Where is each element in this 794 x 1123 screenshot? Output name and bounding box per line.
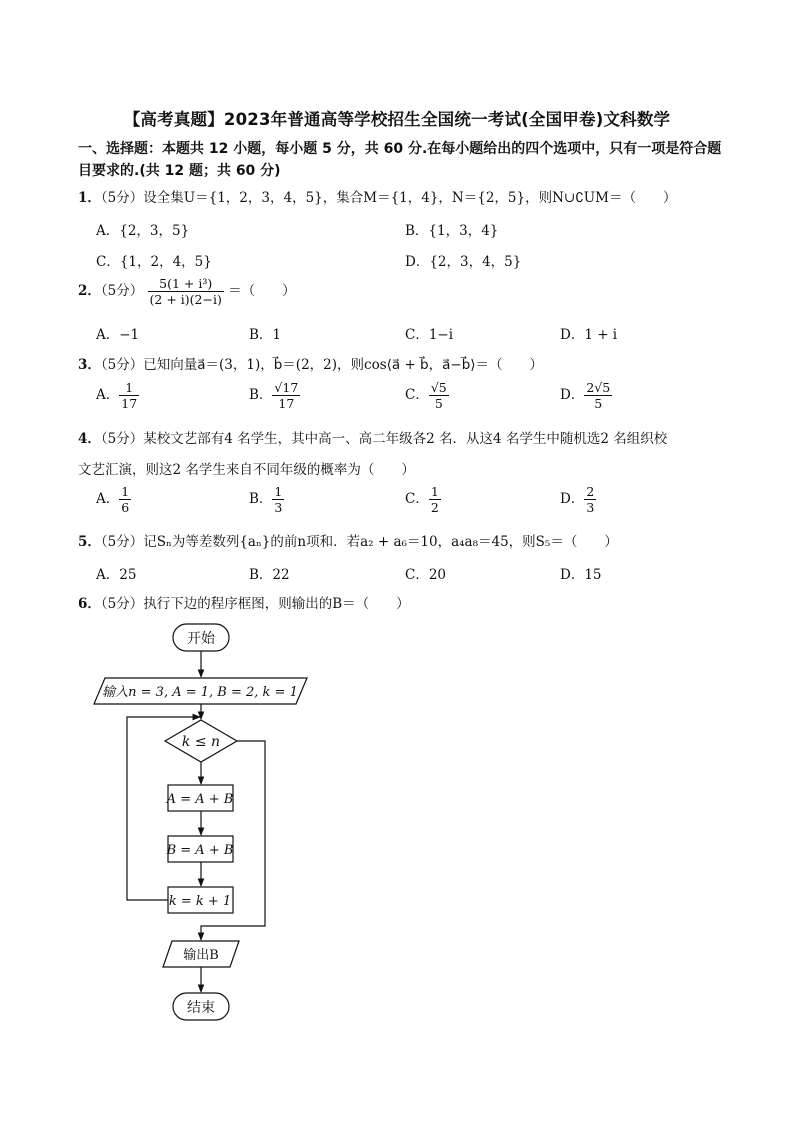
- option-label: C．: [405, 491, 429, 507]
- option-b: B．{1，3，4}: [405, 223, 499, 239]
- fraction-denominator: 17: [278, 396, 295, 411]
- fraction-numerator: 1: [121, 484, 130, 499]
- option-label: B．: [249, 387, 273, 403]
- fraction-denominator: 6: [121, 500, 130, 515]
- option-a: A．−1: [96, 327, 140, 343]
- fraction-denominator: 5: [434, 396, 443, 411]
- flowchart-start-label: 开始: [187, 631, 215, 647]
- option-b: B．22: [249, 567, 290, 583]
- question-stem: （5分）执行下边的程序框图，则输出的B＝（ ）: [100, 596, 410, 612]
- fraction-numerator: 1: [119, 380, 139, 396]
- option-c: C．20: [405, 567, 447, 583]
- option-label: A．: [96, 387, 120, 403]
- option-c: C．1−i: [405, 327, 454, 343]
- exam-title: 【高考真题】2023年普通高等学校招生全国统一考试(全国甲卷)文科数学: [123, 110, 671, 129]
- option-b: B．1: [249, 327, 282, 343]
- fraction-numerator: 1: [430, 484, 439, 499]
- question-stem-suffix: ＝（ ）: [228, 283, 296, 299]
- fraction-numerator: √17: [274, 380, 299, 395]
- question-stem: （5分）设全集U＝{1，2，3，4，5}，集合M＝{1，4}，N＝{2，5}，则N∪∁UM＝（ ）: [100, 190, 677, 206]
- flowchart-step-a-label: A = A + B: [166, 792, 234, 807]
- fraction-numerator: √5: [430, 380, 447, 395]
- option-a: A．25: [96, 567, 137, 583]
- question-number: 6．: [78, 596, 101, 612]
- question-number: 1．: [78, 190, 101, 206]
- flowchart-step-k-label: k = k + 1: [168, 894, 232, 909]
- option-d: D．15: [560, 567, 602, 583]
- fraction-denominator: 3: [274, 500, 283, 515]
- flowchart-input-label: 输入n = 3, A = 1, B = 2, k = 1: [102, 685, 298, 700]
- question-number: 4．: [78, 431, 101, 447]
- fraction-numerator: 2: [586, 484, 595, 499]
- question-stem: （5分）记Sₙ为等差数列{aₙ}的前n项和．若a₂ + a₆＝10，a₄a₈＝45，则S₅＝（ ）: [100, 534, 618, 550]
- option-label: D．: [560, 491, 585, 507]
- question-stem: （5分）某校文艺部有4 名学生，其中高一、高二年级各2 名．从这4 名学生中随机选2 名组织校: [100, 431, 668, 447]
- fraction-numerator: 1: [274, 484, 283, 499]
- flowchart-end-label: 结束: [187, 1000, 215, 1016]
- question-stem-prefix: （5分）: [100, 283, 144, 299]
- option-d: D．1 + i: [560, 327, 618, 343]
- option-d: D．{2，3，4，5}: [405, 254, 522, 270]
- question-number: 2．: [78, 283, 101, 299]
- fraction-numerator: 5(1 + i³): [148, 276, 224, 292]
- option-label: D．: [560, 387, 585, 403]
- fraction-denominator: 3: [586, 500, 595, 515]
- question-number: 3．: [78, 357, 101, 373]
- question-number: 5．: [78, 534, 101, 550]
- option-label: C．: [405, 387, 429, 403]
- option-label: B．: [249, 491, 273, 507]
- fraction-denominator: 2: [430, 500, 439, 515]
- question-stem: （5分）已知向量a⃗＝(3，1)，b⃗＝(2，2)，则cos⟨a⃗ + b⃗，a⃗−b⃗⟩＝（ ）: [100, 357, 544, 373]
- fraction-denominator: 17: [121, 396, 138, 411]
- question-stem-line2: 文艺汇演，则这2 名学生来自不同年级的概率为（ ）: [78, 462, 415, 478]
- fraction-denominator: 5: [594, 396, 603, 411]
- section-heading: 一、选择题：本题共 12 小题，每小题 5 分，共 60 分.在每小题给出的四个选项中，只有一项是符合题目要求的.(共 12 题；共 60 分): [78, 141, 722, 179]
- option-label: A．: [96, 491, 120, 507]
- flowchart-output-label: 输出B: [183, 948, 219, 963]
- fraction-numerator: 2√5: [586, 380, 611, 395]
- fraction-denominator: (2 + i)(2−i): [149, 292, 222, 307]
- option-c: C．{1，2，4，5}: [96, 254, 212, 270]
- option-a: A．{2，3，5}: [96, 223, 190, 239]
- flowchart-condition-label: k ≤ n: [181, 734, 221, 750]
- flowchart-step-b-label: B = A + B: [166, 843, 234, 858]
